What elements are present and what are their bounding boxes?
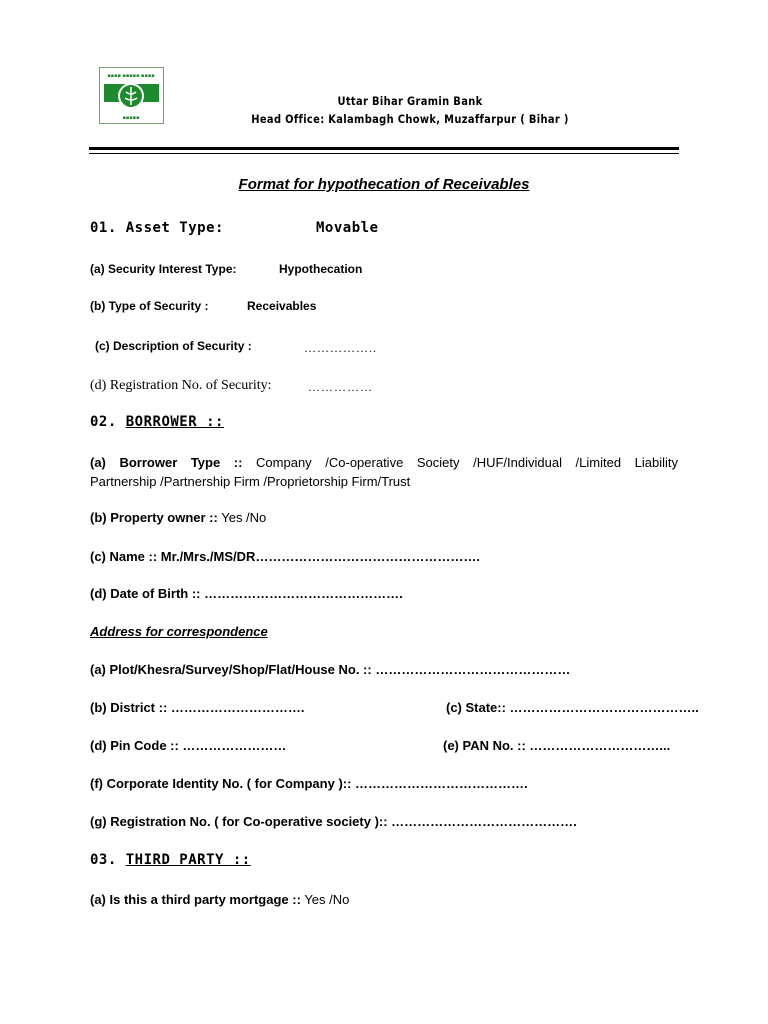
registration-no-security-label: (d) Registration No. of Security: (90, 378, 272, 393)
borrower-name-field[interactable]: (c) Name :: Mr./Mrs./MS/DR……………………………………………. (90, 549, 481, 564)
section-third-party-heading (90, 852, 251, 868)
date-of-birth-field[interactable]: (d) Date of Birth :: ………………………………………. (90, 586, 403, 601)
borrower-type-label: (a) Borrower Type :: (90, 455, 243, 470)
bank-name: Uttar Bihar Gramin Bank (337, 94, 483, 108)
bank-logo (99, 67, 164, 124)
property-owner-label: (b) Property owner :: (90, 510, 218, 525)
section-title: THIRD PARTY :: (125, 852, 251, 868)
pan-no-field[interactable]: (e) PAN No. :: …………………………... (443, 738, 671, 753)
asset-type-label: 01. Asset Type: (90, 220, 224, 236)
third-party-mortgage-row (90, 892, 349, 907)
header-rule-thin (89, 153, 679, 154)
description-of-security-label: (c) Description of Security : (95, 339, 252, 353)
type-of-security-label: (b) Type of Security : (90, 299, 209, 313)
document-title: Format for hypothecation of Receivables (238, 176, 530, 193)
security-interest-type-label: (a) Security Interest Type: (90, 262, 237, 276)
registration-no-cooperative-field[interactable]: (g) Registration No. ( for Co-operative society ):: ……………………………………. (90, 814, 577, 829)
borrower-type-options: Company /Co-operative Society /HUF/Individual /Limited Liability (256, 455, 678, 470)
type-of-security-value: Receivables (247, 299, 317, 313)
pin-code-field[interactable]: (d) Pin Code :: …………………… (90, 738, 287, 753)
svg-text:▪▪▪▪ ▪▪▪▪▪ ▪▪▪▪: ▪▪▪▪ ▪▪▪▪▪ ▪▪▪▪ (107, 73, 155, 79)
borrower-type-line-2: Partnership /Partnership Firm /Proprietorship Firm/Trust (90, 474, 411, 489)
section-title: BORROWER :: (125, 414, 224, 430)
third-party-mortgage-label: (a) Is this a third party mortgage :: (90, 892, 301, 907)
state-field[interactable]: (c) State:: …………………………………….. (446, 700, 699, 715)
description-of-security-field[interactable]: …………….. (304, 341, 377, 355)
third-party-mortgage-value[interactable]: Yes /No (304, 892, 350, 907)
security-interest-type-value: Hypothecation (279, 262, 363, 276)
property-owner-row (90, 510, 266, 525)
address-heading: Address for correspondence (90, 624, 268, 639)
property-owner-value[interactable]: Yes /No (221, 510, 267, 525)
section-number: 03. (90, 852, 117, 868)
section-borrower-heading (90, 414, 224, 430)
district-field[interactable]: (b) District :: …………………………. (90, 700, 305, 715)
borrower-type-line-1 (90, 453, 678, 472)
section-number: 02. (90, 414, 117, 430)
head-office-address: Head Office: Kalambagh Chowk, Muzaffarpur ( Bihar ) (251, 112, 569, 126)
borrower-type-paragraph (90, 453, 678, 491)
registration-no-security-field[interactable]: …………… (308, 380, 373, 394)
svg-text:▪▪▪▪▪: ▪▪▪▪▪ (122, 115, 140, 121)
plot-house-no-field[interactable]: (a) Plot/Khesra/Survey/Shop/Flat/House No. :: ……………………………………… (90, 662, 571, 677)
corporate-identity-no-field[interactable]: (f) Corporate Identity No. ( for Company ):: …………………………………. (90, 776, 528, 791)
asset-type-value: Movable (316, 220, 379, 236)
header-rule-thick (89, 147, 679, 150)
